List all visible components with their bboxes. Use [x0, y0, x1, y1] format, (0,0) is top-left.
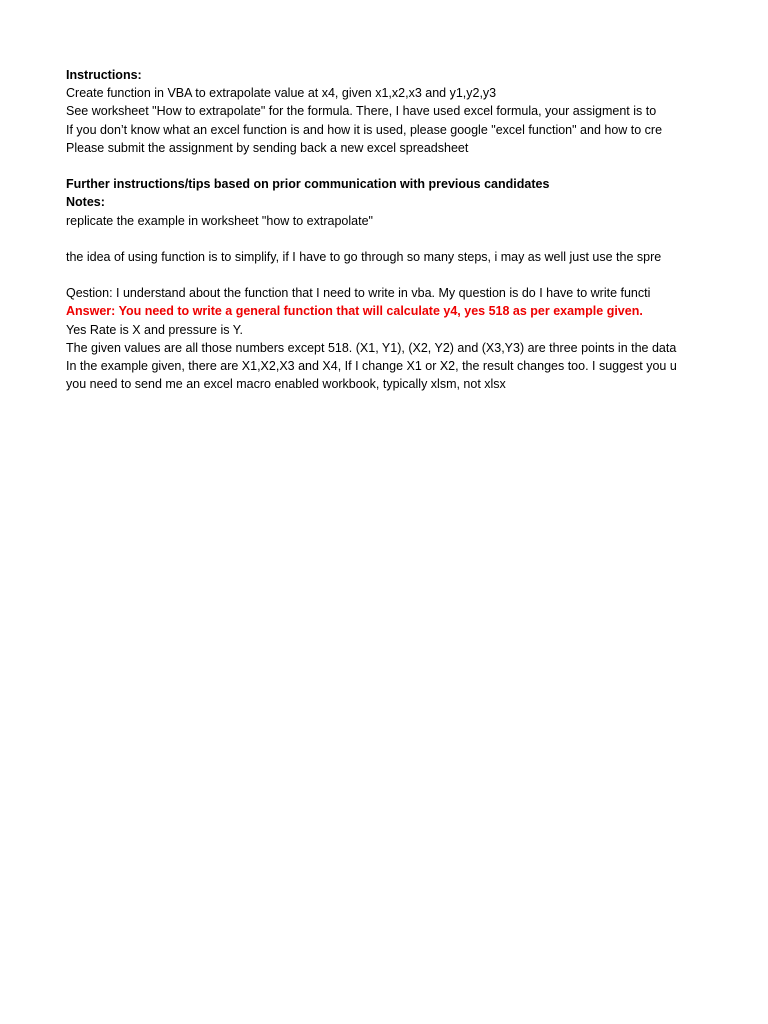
spreadsheet-text-column	[66, 66, 688, 393]
excel-function-help-line: If you don’t know what an excel function is and how it is used, please google "excel function" and how to cre	[66, 122, 663, 137]
question-line: Qestion: I understand about the function that I need to write in vba. My question is do I have to write functi	[66, 286, 651, 301]
create-function-line: Create function in VBA to extrapolate value at x4, given x1,x2,x3 and y1,y2,y3	[66, 86, 497, 101]
empty-row	[66, 157, 688, 175]
replicate-example-line: replicate the example in worksheet "how to extrapolate"	[66, 213, 373, 228]
idea-of-function-line: the idea of using function is to simplify, if I have to go through so many steps, i may as well just use the spre	[66, 249, 662, 264]
macro-workbook-line: you need to send me an excel macro enabled workbook, typically xlsm, not xlsx	[66, 377, 506, 392]
empty-row	[66, 266, 688, 284]
rate-pressure-line: Yes Rate is X and pressure is Y.	[66, 322, 243, 337]
submit-assignment-line: Please submit the assignment by sending back a new excel spreadsheet	[66, 140, 469, 155]
example-change-line: In the example given, there are X1,X2,X3 and X4, If I change X1 or X2, the result changes too. I suggest you u	[66, 359, 677, 373]
empty-row	[66, 230, 688, 248]
given-values-line: The given values are all those numbers except 518. (X1, Y1), (X2, Y2) and (X3,Y3) are three points in the data	[66, 340, 677, 355]
answer-line: Answer: You need to write a general function that will calculate y4, yes 518 as per example given.	[66, 304, 643, 319]
instructions-heading: Instructions:	[66, 68, 142, 82]
see-worksheet-line: See worksheet "How to extrapolate" for the formula. There, I have used excel formula, your assigment is to	[66, 104, 657, 119]
notes-heading: Notes:	[66, 195, 105, 210]
further-instructions-heading: Further instructions/tips based on prior communication with previous candidates	[66, 177, 550, 192]
